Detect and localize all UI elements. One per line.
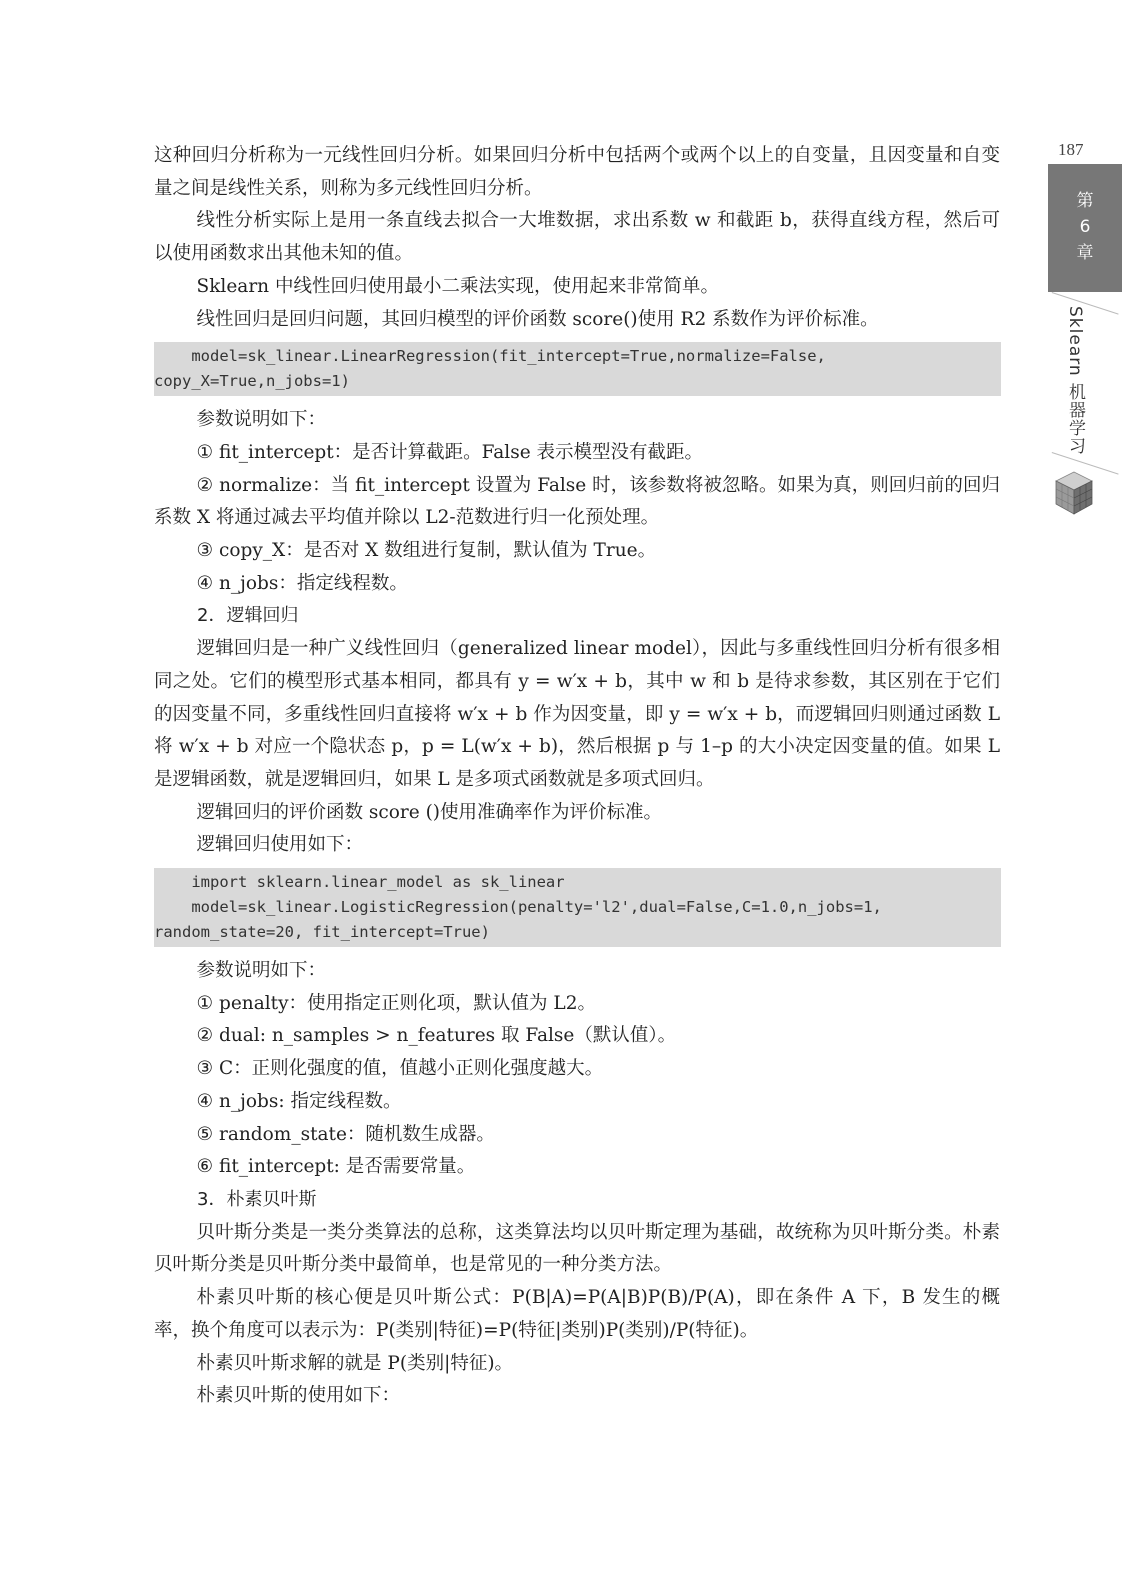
- cube-logo-icon: [1054, 470, 1094, 516]
- paragraph: 这种回归分析称为一元线性回归分析。如果回归分析中包括两个或两个以上的自变量，且因变量和自变量之间是线性关系，则称为多元线性回归分析。: [154, 145, 1000, 199]
- list-item: ② dual: n_samples > n_features 取 False（默认值）。: [196, 1025, 677, 1047]
- paragraph: 逻辑回归是一种广义线性回归（generalized linear model），因此与多重线性回归分析有很多相同之处。它们的模型形式基本相同，都具有 y = w′x + b，其中 w 和 b 是待求参数，其区别在于它们的因变量不同，多重线性回归直接将 w′x + b 作为因变量，即 y = w′x + b，而逻辑回归则通过函数 L 将 w′x + b 对应一个隐状态 p，p = L(w′x + b)，然后根据 p 与 1–p 的大小决定因变量的值。如果 L 是逻辑函数，就是逻辑回归，如果 L 是多项式函数就是多项式回归。: [154, 638, 1000, 790]
- list-item: ① penalty：使用指定正则化项，默认值为 L2。: [196, 992, 596, 1014]
- paragraph: 朴素贝叶斯的使用如下：: [196, 1385, 401, 1407]
- chapter-tab-char: 第: [1076, 191, 1094, 211]
- code-block: import sklearn.linear_model as sk_linear model=sk_linear.LogisticRegression(penalty='l2',dual=False,C=1.0,n_jobs=1, random_state=20, fit_intercept=True): [154, 868, 1001, 947]
- list-item: ② normalize：当 fit_intercept 设置为 False 时，该参数将被忽略。如果为真，则回归前的回归系数 X 将通过减去平均值并除以 L2-范数进行归一化预处理。: [154, 474, 1000, 529]
- list-item: ④ n_jobs: 指定线程数。: [196, 1090, 402, 1112]
- paragraph: 线性回归是回归问题，其回归模型的评价函数 score()使用 R2 系数作为评价标准。: [196, 308, 879, 330]
- paragraph: 逻辑回归使用如下：: [196, 834, 364, 856]
- paragraph: 参数说明如下：: [196, 409, 327, 431]
- paragraph: Sklearn 中线性回归使用最小二乘法实现，使用起来非常简单。: [196, 275, 719, 297]
- chapter-tab: [1048, 164, 1122, 292]
- paragraph: 朴素贝叶斯求解的就是 P(类别|特征)。: [196, 1352, 514, 1374]
- paragraph: 线性分析实际上是用一条直线去拟合一大堆数据，求出系数 w 和截距 b，获得直线方程，然后可以使用函数求出其他未知的值。: [154, 210, 1000, 265]
- paragraph: 朴素贝叶斯的核心便是贝叶斯公式：P(B|A)=P(A|B)P(B)/P(A)，即在条件 A 下，B 发生的概率，换个角度可以表示为：P(类别|特征)=P(特征|类别)P(类别)/P(特征)。: [154, 1287, 1000, 1341]
- list-item: ④ n_jobs：指定线程数。: [196, 572, 408, 594]
- page-number: 187: [1058, 140, 1084, 159]
- page-content: [154, 140, 1000, 1413]
- list-item: ⑤ random_state：随机数生成器。: [196, 1123, 495, 1145]
- paragraph: 参数说明如下：: [196, 960, 327, 982]
- list-item: ③ C：正则化强度的值，值越小正则化强度越大。: [196, 1058, 604, 1080]
- list-item: ⑥ fit_intercept: 是否需要常量。: [196, 1156, 476, 1178]
- list-item: ① fit_intercept：是否计算截距。False 表示模型没有截距。: [196, 441, 704, 463]
- section-heading: 2．逻辑回归: [197, 605, 299, 627]
- paragraph: 逻辑回归的评价函数 score ()使用准确率作为评价标准。: [196, 801, 663, 823]
- code-block: model=sk_linear.LinearRegression(fit_intercept=True,normalize=False, copy_X=True,n_jobs=1): [154, 342, 1001, 396]
- paragraph: 贝叶斯分类是一类分类算法的总称，这类算法均以贝叶斯定理为基础，故统称为贝叶斯分类。朴素贝叶斯分类是贝叶斯分类中最简单，也是常见的一种分类方法。: [154, 1221, 1000, 1276]
- side-title: Sklearn 机器学习: [1065, 306, 1085, 456]
- chapter-tab-number: 6: [1079, 217, 1091, 237]
- chapter-tab-char: 章: [1076, 243, 1094, 263]
- list-item: ③ copy_X：是否对 X 数组进行复制，默认值为 True。: [196, 540, 657, 562]
- section-heading: 3．朴素贝叶斯: [197, 1188, 317, 1210]
